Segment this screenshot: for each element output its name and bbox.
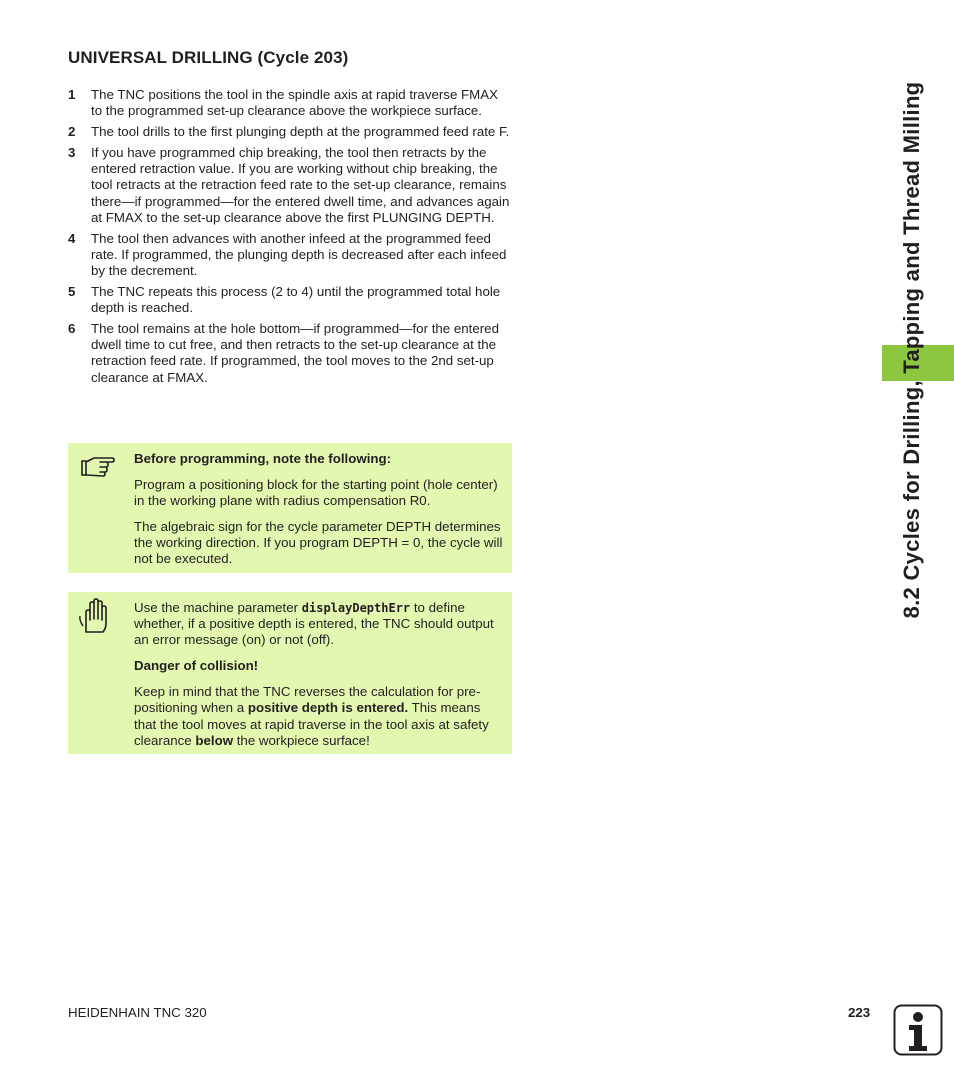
step-number: 5 [68, 284, 76, 300]
step-number: 4 [68, 230, 76, 246]
list-item [68, 87, 510, 119]
step-text: If you have programmed chip breaking, the tool then retracts by the entered retraction value. If you are working without chip breaking, the tool retracts at the retraction feed rate to the set-up clearance, remains there—if programmed—for the entered dwell time, and advances again at FMAX to the set-up clearance above the first PLUNGING DEPTH. [91, 145, 510, 225]
note-heading: Danger of collision! [134, 658, 259, 674]
pointing-hand-icon [76, 449, 116, 485]
note-paragraph: Use the machine parameter displayDepthErr to define whether, if a positive depth is entered, the TNC should output an error message (on) or not (off). [134, 600, 494, 648]
collision-warning-note [68, 592, 512, 754]
note-paragraph: Keep in mind that the TNC reverses the calculation for pre-positioning when a positive depth is entered. This means that the tool moves at rapid traverse in the tool axis at safety clearance below the workpiece surface! [134, 684, 489, 748]
step-text: The TNC repeats this process (2 to 4) until the programmed total hole depth is reached. [91, 284, 501, 316]
step-text: The tool then advances with another infeed at the programmed feed rate. If programmed, the plunging depth is decreased after each infeed by the decrement. [91, 230, 507, 278]
programming-note [68, 443, 512, 573]
list-item [68, 124, 510, 140]
step-number: 2 [68, 124, 76, 140]
list-item [68, 145, 510, 225]
step-text: The tool remains at the hole bottom—if programmed—for the entered dwell time to cut free, and then retracts to the set-up clearance at the retraction feed rate. If programmed, the tool moves to the 2nd set-up clearance at FMAX. [91, 321, 499, 385]
info-icon [893, 1004, 943, 1056]
section-title: UNIVERSAL DRILLING (Cycle 203) [68, 48, 349, 67]
step-number: 1 [68, 87, 76, 102]
step-number: 3 [68, 145, 76, 161]
note-paragraph: The algebraic sign for the cycle parameter DEPTH determines the working direction. If you program DEPTH = 0, the cycle will not be executed. [134, 519, 503, 567]
list-item [68, 284, 510, 316]
machine-parameter: displayDepthErr [301, 601, 411, 615]
note-paragraph: Program a positioning block for the starting point (hole center) in the working plane with radius compensation R0. [134, 477, 498, 509]
page-number: 223 [848, 1005, 871, 1020]
list-item [68, 321, 510, 385]
manual-name: HEIDENHAIN TNC 320 [68, 1005, 207, 1020]
step-text: The TNC positions the tool in the spindle axis at rapid traverse FMAX to the programmed set-up clearance above the workpiece surface. [91, 87, 498, 119]
step-text: The tool drills to the first plunging depth at the programmed feed rate F. [91, 124, 510, 140]
raised-hand-icon [76, 598, 116, 634]
list-item [68, 231, 510, 279]
step-list [68, 87, 510, 391]
step-number: 6 [68, 321, 76, 337]
note-heading: Before programming, note the following: [134, 451, 392, 466]
